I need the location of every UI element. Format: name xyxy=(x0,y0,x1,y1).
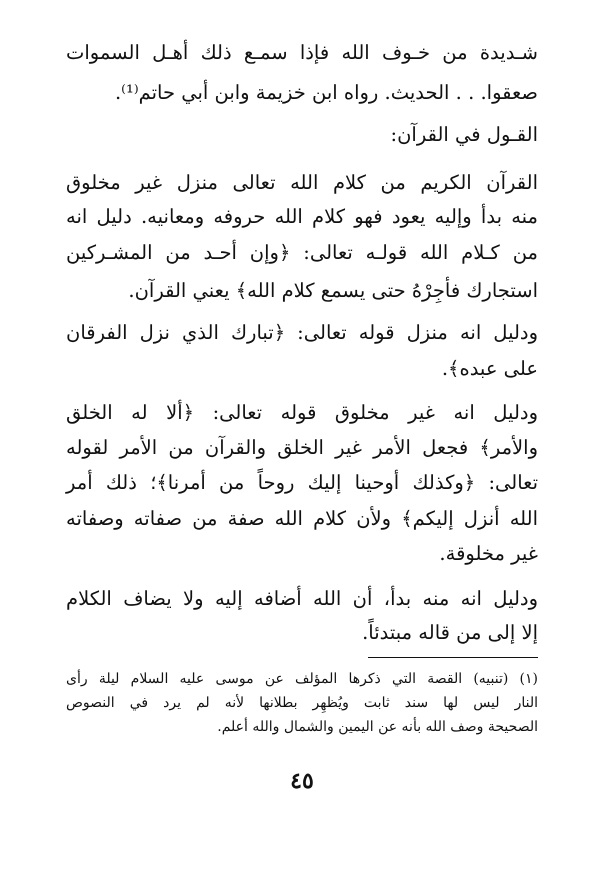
text-line: استجارك فأجِرْهُ حتى يسمع كلام الله﴾ يعني القرآن. xyxy=(128,279,538,302)
footnote-line: (١) (تنبيه) القصة التي ذكرها المؤلف عن موسى عليه السلام ليلة رأى xyxy=(66,671,538,687)
footnote-line: الصحيحة وصف الله بأنه عن اليمين والشمال والله أعلم. xyxy=(217,719,538,735)
text-line: من كـلام الله قولـه تعالى: ﴿وإن أحـد من المشـركين xyxy=(66,241,538,264)
text-line: إلا إلى من قاله مبتدئاً. xyxy=(362,621,538,644)
text-line: تعالى: ﴿وكذلك أوحينا إليك روحاً من أمرنا﴾؛ ذلك أمر xyxy=(66,471,538,494)
text-line: ودليل انه غير مخلوق قوله تعالى: ﴿ألا له الخلق xyxy=(66,401,538,424)
section-heading: القـول في القرآن: xyxy=(390,123,538,146)
text-line: صعقوا. . . الحديث. رواه ابن خزيمة وابن أبي حاتم⁽¹⁾. xyxy=(114,81,538,104)
text-line: ودليل انه منزل قوله تعالى: ﴿تبارك الذي نزل الفرقان xyxy=(66,321,538,344)
page-number: ٤٥ xyxy=(290,768,314,794)
text-line: والأمر﴾ فجعل الأمر غير الخلق والقرآن من الأمر لقوله xyxy=(66,436,538,459)
text-line: شـديدة من خـوف الله فإذا سمـع ذلك أهـل السموات xyxy=(66,41,538,64)
text-line: الله أنزل إليكم﴾ ولأن كلام الله صفة من صفاته وصفاته xyxy=(66,507,538,530)
text-line: غير مخلوقة. xyxy=(439,542,538,565)
text-line: منه بدأ وإليه يعود فهو كلام الله حروفه ومعانيه. دليل انه xyxy=(66,205,538,228)
text-line: ودليل انه منه بدأ، أن الله أضافه إليه ولا يضاف الكلام xyxy=(66,587,538,610)
footnote-line: النار ليس لها سند ثابت ويُظهِر بطلانها لأنه لم يرد في النصوص xyxy=(66,695,538,711)
footnote-separator xyxy=(368,657,538,658)
text-line: على عبده﴾. xyxy=(441,357,538,380)
text-line: القرآن الكريم من كلام الله تعالى منزل غير مخلوق xyxy=(66,171,538,194)
